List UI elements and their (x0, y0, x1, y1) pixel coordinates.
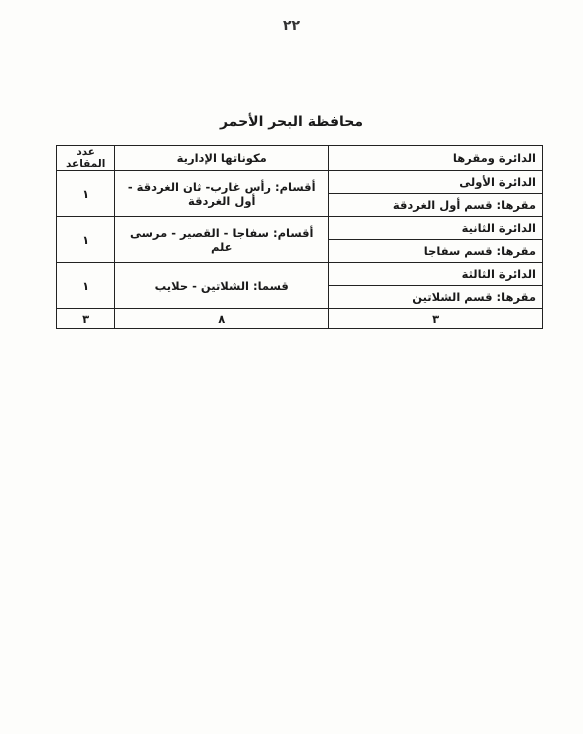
header-seats: عدد المقاعد (57, 146, 115, 171)
totals-row (57, 309, 543, 329)
district-seats: ١ (57, 217, 115, 263)
total-districts: ٣ (329, 309, 543, 329)
district-seats: ١ (57, 263, 115, 309)
district-components: أقسام: سفاجا - القصير - مرسى علم (115, 217, 329, 263)
table-header-row (57, 146, 543, 171)
header-district: الدائرة ومقرها (329, 146, 543, 171)
district-seat: مقرها: قسم أول الغردقة (329, 194, 543, 217)
table-row (57, 171, 543, 194)
district-components: قسما: الشلاتين - حلايب (115, 263, 329, 309)
district-seats: ١ (57, 171, 115, 217)
district-seat: مقرها: قسم الشلاتين (329, 286, 543, 309)
page-title: محافظة البحر الأحمر (219, 114, 364, 130)
districts-table (56, 145, 543, 329)
district-name: الدائرة الثانية (329, 217, 543, 240)
total-seats: ٣ (57, 309, 115, 329)
page-number: ٢٢ (282, 18, 301, 34)
district-seat: مقرها: قسم سفاجا (329, 240, 543, 263)
district-name: الدائرة الأولى (329, 171, 543, 194)
district-name: الدائرة الثالثة (329, 263, 543, 286)
table-row (57, 217, 543, 240)
header-components: مكوناتها الإدارية (115, 146, 329, 171)
district-components: أقسام: رأس غارب- ثان الغردقة - أول الغردقة (115, 171, 329, 217)
table-row (57, 263, 543, 286)
total-components: ٨ (115, 309, 329, 329)
